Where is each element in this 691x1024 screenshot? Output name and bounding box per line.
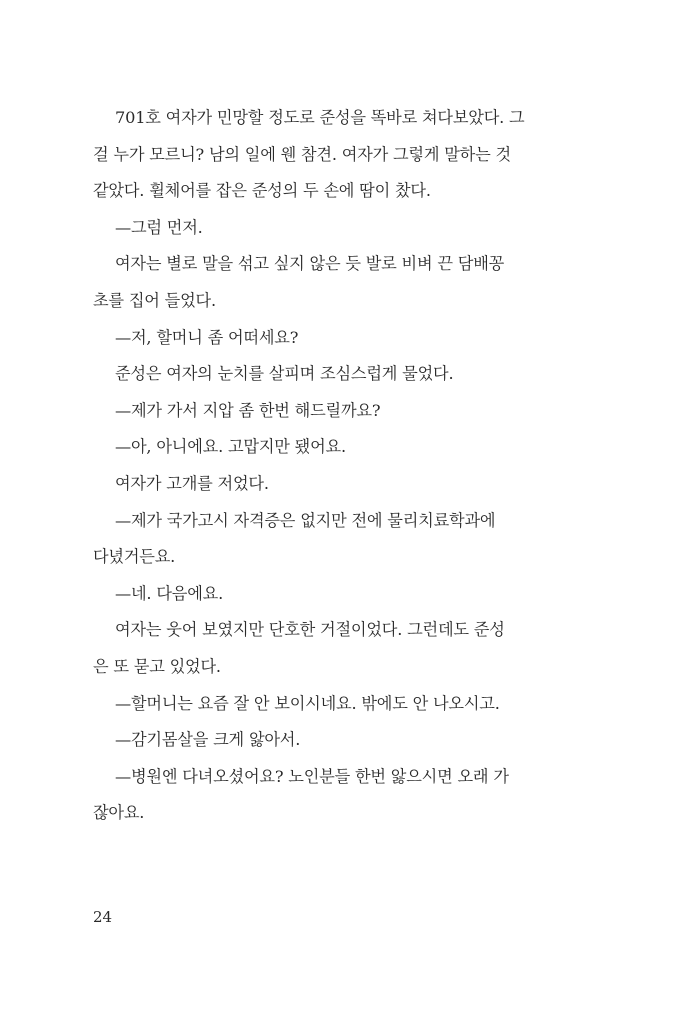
text-line: 초를 집어 들었다.	[93, 290, 216, 310]
body-text	[93, 100, 561, 832]
text-line: —제가 국가고시 자격증은 없지만 전에 물리치료학과에	[115, 510, 496, 530]
text-line: —네. 다음에요.	[115, 583, 224, 603]
text-line: 다녔거든요.	[93, 547, 176, 567]
text-line: —저, 할머니 좀 어떠세요?	[115, 327, 299, 347]
text-line: 여자가 고개를 저었다.	[115, 473, 269, 493]
text-line: 은 또 묻고 있었다.	[93, 656, 221, 676]
text-line: 여자는 웃어 보였지만 단호한 거절이었다. 그런데도 준성	[115, 620, 505, 640]
text-line: 여자는 별로 말을 섞고 싶지 않은 듯 발로 비벼 끈 담배꽁	[115, 254, 505, 274]
text-line: 같았다. 휠체어를 잡은 준성의 두 손에 땀이 찼다.	[93, 181, 431, 201]
page-number: 24	[93, 908, 113, 926]
text-line: —감기몸살을 크게 앓아서.	[115, 730, 301, 750]
text-line: 701호 여자가 민망할 정도로 준성을 똑바로 쳐다보았다. 그	[115, 108, 525, 127]
text-line: —제가 가서 지압 좀 한번 해드릴까요?	[115, 400, 381, 420]
text-line: —그럼 먼저.	[115, 217, 203, 237]
text-line: 걸 누가 모르니? 남의 일에 웬 참견. 여자가 그렇게 말하는 것	[93, 144, 511, 164]
text-line: 잖아요.	[93, 803, 145, 823]
text-line: 준성은 여자의 눈치를 살피며 조심스럽게 물었다.	[115, 364, 454, 384]
text-line: —병원엔 다녀오셨어요? 노인분들 한번 앓으시면 오래 가	[115, 766, 509, 786]
text-line: —아, 아니에요. 고맙지만 됐어요.	[115, 437, 346, 457]
text-line: —할머니는 요즘 잘 안 보이시네요. 밖에도 안 나오시고.	[115, 693, 500, 713]
